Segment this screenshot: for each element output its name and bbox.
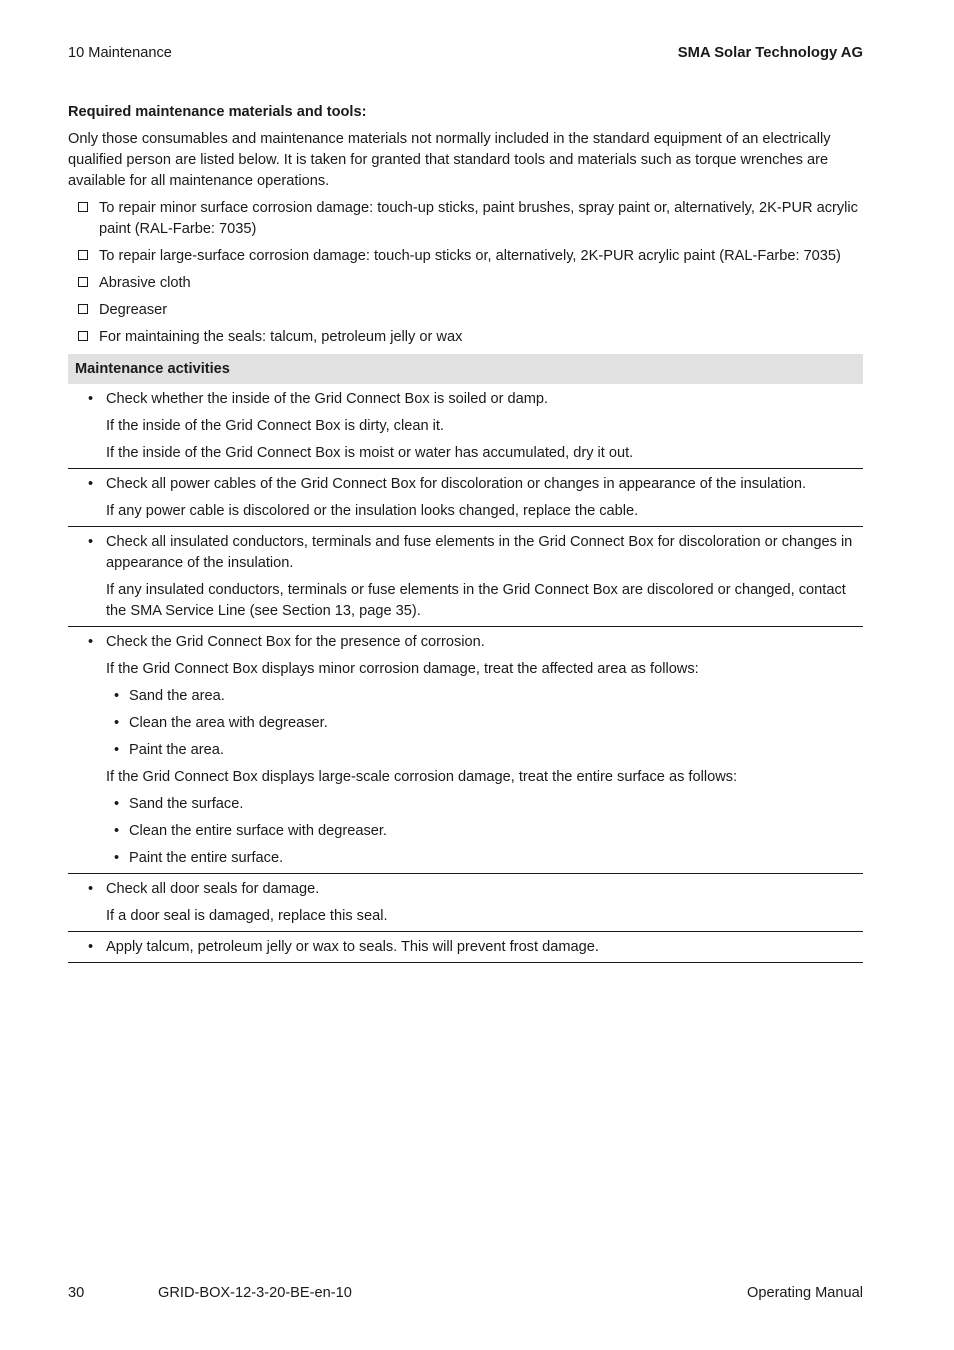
check-text: Check whether the inside of the Grid Connect Box is soiled or damp. <box>106 391 549 407</box>
check-text: Check all power cables of the Grid Connect Box for discoloration or changes in appearance of the insulation. <box>106 476 807 492</box>
step-text: Clean the entire surface with degreaser. <box>129 823 387 839</box>
table-row <box>68 527 863 627</box>
checklist-item <box>68 327 863 348</box>
note-text: If the Grid Connect Box displays minor corrosion damage, treat the affected area as follows: <box>106 661 699 677</box>
chapter-header: 10 Maintenance <box>68 45 172 61</box>
note-text: If the inside of the Grid Connect Box is dirty, clean it. <box>106 418 444 434</box>
checkbox-icon <box>78 250 88 260</box>
document-id: GRID-BOX-12-3-20-BE-en-10 <box>158 1285 352 1301</box>
bullet-icon: • <box>114 742 120 758</box>
checklist-item-text: Degreaser <box>99 302 168 318</box>
bullet-icon: • <box>88 391 94 407</box>
page-content <box>68 102 863 963</box>
table-row <box>68 932 863 963</box>
checkbox-icon <box>78 277 88 287</box>
bullet-icon: • <box>114 715 120 731</box>
bullet-icon: • <box>114 823 120 839</box>
page-number: 30 <box>68 1285 85 1301</box>
company-name: SMA Solar Technology AG <box>677 45 863 61</box>
check-text: Check all insulated conductors, terminals and fuse elements in the Grid Connect Box for discoloration or changes in appearance of the insulation. <box>106 534 853 571</box>
bullet-icon: • <box>88 534 94 550</box>
table-row <box>68 384 863 469</box>
bullet-icon: • <box>88 881 94 897</box>
step-text: Paint the entire surface. <box>129 850 284 866</box>
checklist-item-text: For maintaining the seals: talcum, petroleum jelly or wax <box>99 329 463 345</box>
checklist-item <box>68 198 863 240</box>
checklist-item-text: Abrasive cloth <box>99 275 191 291</box>
bullet-icon: • <box>88 634 94 650</box>
bullet-icon: • <box>114 796 120 812</box>
checklist-item <box>68 300 863 321</box>
maintenance-activities-table <box>68 354 863 963</box>
checklist-item <box>68 273 863 294</box>
table-row <box>68 874 863 932</box>
bullet-icon: • <box>114 688 120 704</box>
document-type: Operating Manual <box>746 1285 863 1301</box>
checklist-item <box>68 246 863 267</box>
materials-checklist <box>68 198 863 348</box>
materials-intro: Only those consumables and maintenance materials not normally included in the standard equipment of an electrically qualified person are listed below. It is taken for granted that standard tools and materials such as torque wrenches are available for all maintenance operations. <box>68 131 831 189</box>
check-text: Check the Grid Connect Box for the presence of corrosion. <box>106 634 485 650</box>
table-row <box>68 469 863 527</box>
bullet-icon: • <box>114 850 120 866</box>
note-text: If any power cable is discolored or the insulation looks changed, replace the cable. <box>106 503 639 519</box>
step-text: Sand the surface. <box>129 796 244 812</box>
checklist-item-text: To repair minor surface corrosion damage: touch-up sticks, paint brushes, spray paint or, alternatively, 2K-PUR acrylic paint (RAL-Farbe: 7035) <box>99 200 858 237</box>
checkbox-icon <box>78 202 88 212</box>
note-text: If the Grid Connect Box displays large-scale corrosion damage, treat the entire surface as follows: <box>106 769 738 785</box>
materials-title: Required maintenance materials and tools: <box>68 104 367 120</box>
bullet-icon: • <box>88 939 94 955</box>
checkbox-icon <box>78 331 88 341</box>
step-text: Clean the area with degreaser. <box>129 715 328 731</box>
note-text: If a door seal is damaged, replace this seal. <box>106 908 388 924</box>
table-heading: Maintenance activities <box>68 354 863 384</box>
note-text: If the inside of the Grid Connect Box is moist or water has accumulated, dry it out. <box>106 445 634 461</box>
check-text: Apply talcum, petroleum jelly or wax to seals. This will prevent frost damage. <box>106 939 599 955</box>
checklist-item-text: To repair large-surface corrosion damage: touch-up sticks or, alternatively, 2K-PUR acrylic paint (RAL-Farbe: 7035) <box>99 248 841 264</box>
table-row <box>68 627 863 874</box>
checkbox-icon <box>78 304 88 314</box>
note-text: If any insulated conductors, terminals or fuse elements in the Grid Connect Box are discolored or changed, contact the SMA Service Line (see Section 13, page 35). <box>106 582 846 619</box>
bullet-icon: • <box>88 476 94 492</box>
step-text: Paint the area. <box>129 742 224 758</box>
step-text: Sand the area. <box>129 688 225 704</box>
check-text: Check all door seals for damage. <box>106 881 320 897</box>
